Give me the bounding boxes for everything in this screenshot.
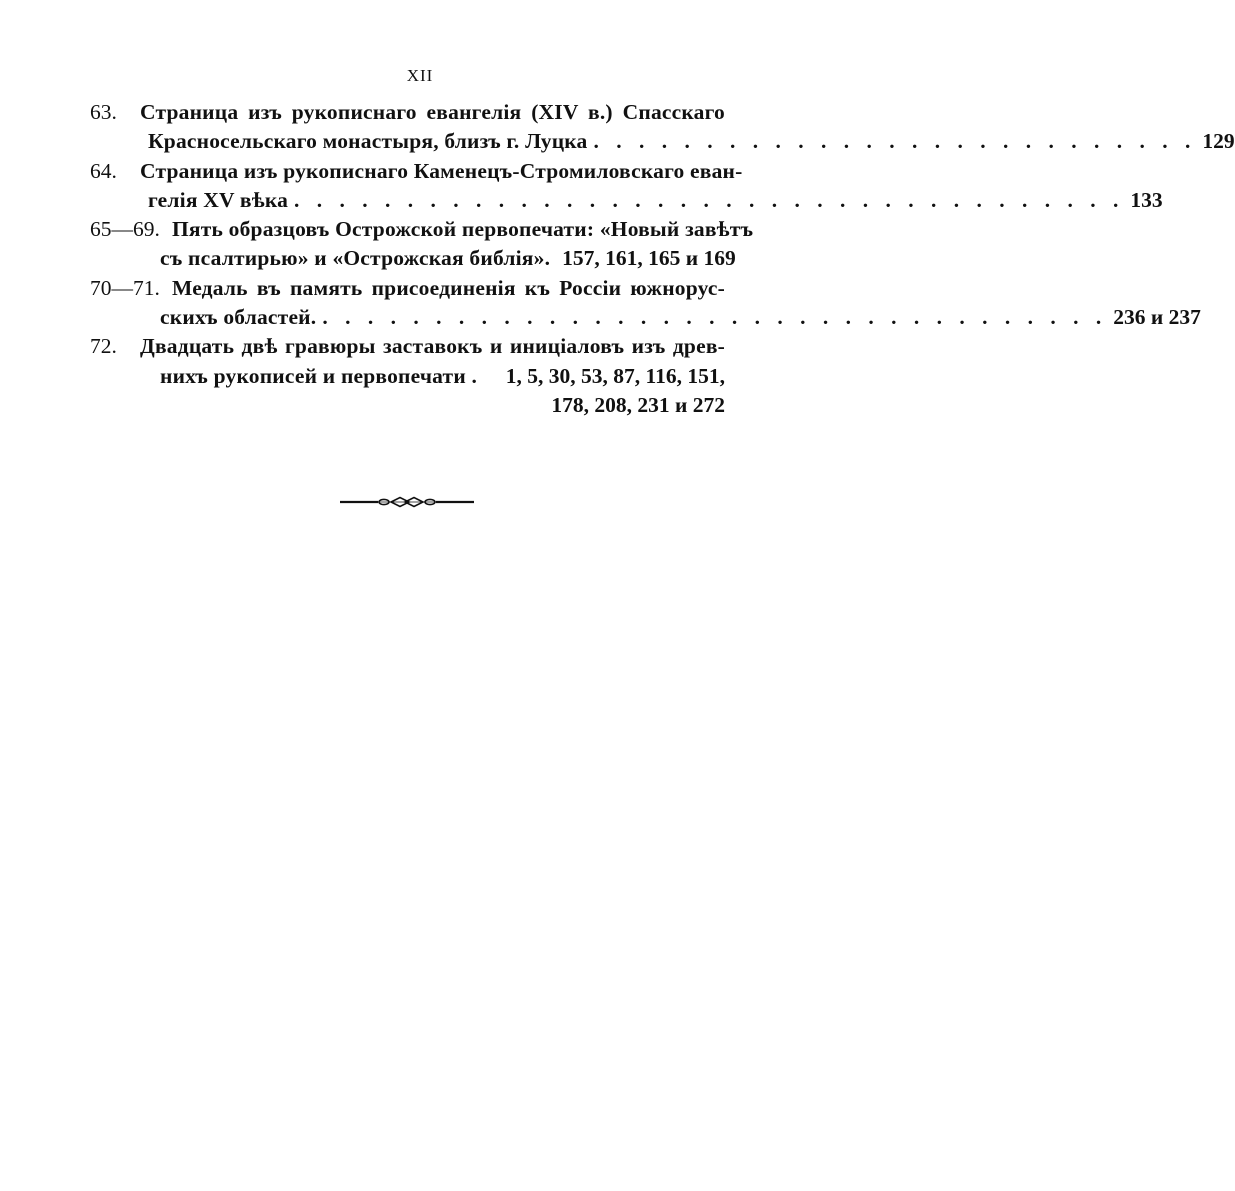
entry-text: Страница изъ рукописнаго Каменецъ-Стромиловскаго еван- <box>140 158 743 183</box>
dot-leader: . . . . . . . . . . . . . . . . . . . . . . . . . . . <box>593 129 1197 154</box>
entry-number: 64. <box>90 158 117 183</box>
entry-text: скихъ областей. <box>160 305 317 330</box>
entry-text: нихъ рукописей и первопечати . <box>160 363 478 388</box>
entry-pages: 157, 161, 165 и 169 <box>562 246 736 271</box>
list-item-line <box>90 127 1235 156</box>
decorative-rule-icon <box>340 496 474 508</box>
list-item-line <box>90 391 725 420</box>
entry-pages: 178, 208, 231 и 272 <box>551 392 725 417</box>
entry-number: 63. <box>90 100 117 124</box>
entry-text: Красносельскаго монастыря, близъ г. Луцка <box>148 129 588 154</box>
list-item-line <box>90 215 754 244</box>
entry-text: съ псалтирью» и «Острожская библія». <box>160 246 551 271</box>
entry-text: Пять образцовъ Острожской первопечати: «Новый завѣтъ <box>172 217 754 242</box>
entry-pages: 236 и 237 <box>1113 305 1201 330</box>
entry-pages: 129 <box>1202 129 1235 154</box>
list-item-line <box>90 332 725 361</box>
entry-number: 72. <box>90 334 117 359</box>
dot-leader: . . . . . . . . . . . . . . . . . . . . . . . . . . . . . . . . . . . . . <box>294 187 1125 212</box>
entry-number: 65—69. <box>90 217 160 242</box>
entry-text: Страница изъ рукописнаго евангелія (XIV в.) Спасскаго <box>140 100 725 124</box>
entry-pages: 133 <box>1130 187 1163 212</box>
illustration-list <box>90 98 1235 420</box>
list-item-line <box>90 274 725 303</box>
list-item-line <box>90 186 1163 215</box>
list-item-line <box>90 157 743 186</box>
entry-text: Медаль въ память присоединенія къ Россіи южнорус- <box>172 275 725 300</box>
dot-leader: . . . . . . . . . . . . . . . . . . . . . . . . . . . . . . . . . . . <box>322 305 1108 330</box>
list-item-line <box>90 98 725 127</box>
entry-text: гелія XV вѣка <box>148 187 289 212</box>
list-item-line <box>90 303 1201 332</box>
list-item-line <box>90 244 736 273</box>
page-number: XII <box>406 66 434 85</box>
entry-pages: 1, 5, 30, 53, 87, 116, 151, <box>505 363 725 388</box>
entry-text: Двадцать двѣ гравюры заставокъ и иниціаловъ изъ древ- <box>140 334 725 359</box>
entry-number: 70—71. <box>90 275 160 300</box>
list-item-line <box>90 362 725 391</box>
